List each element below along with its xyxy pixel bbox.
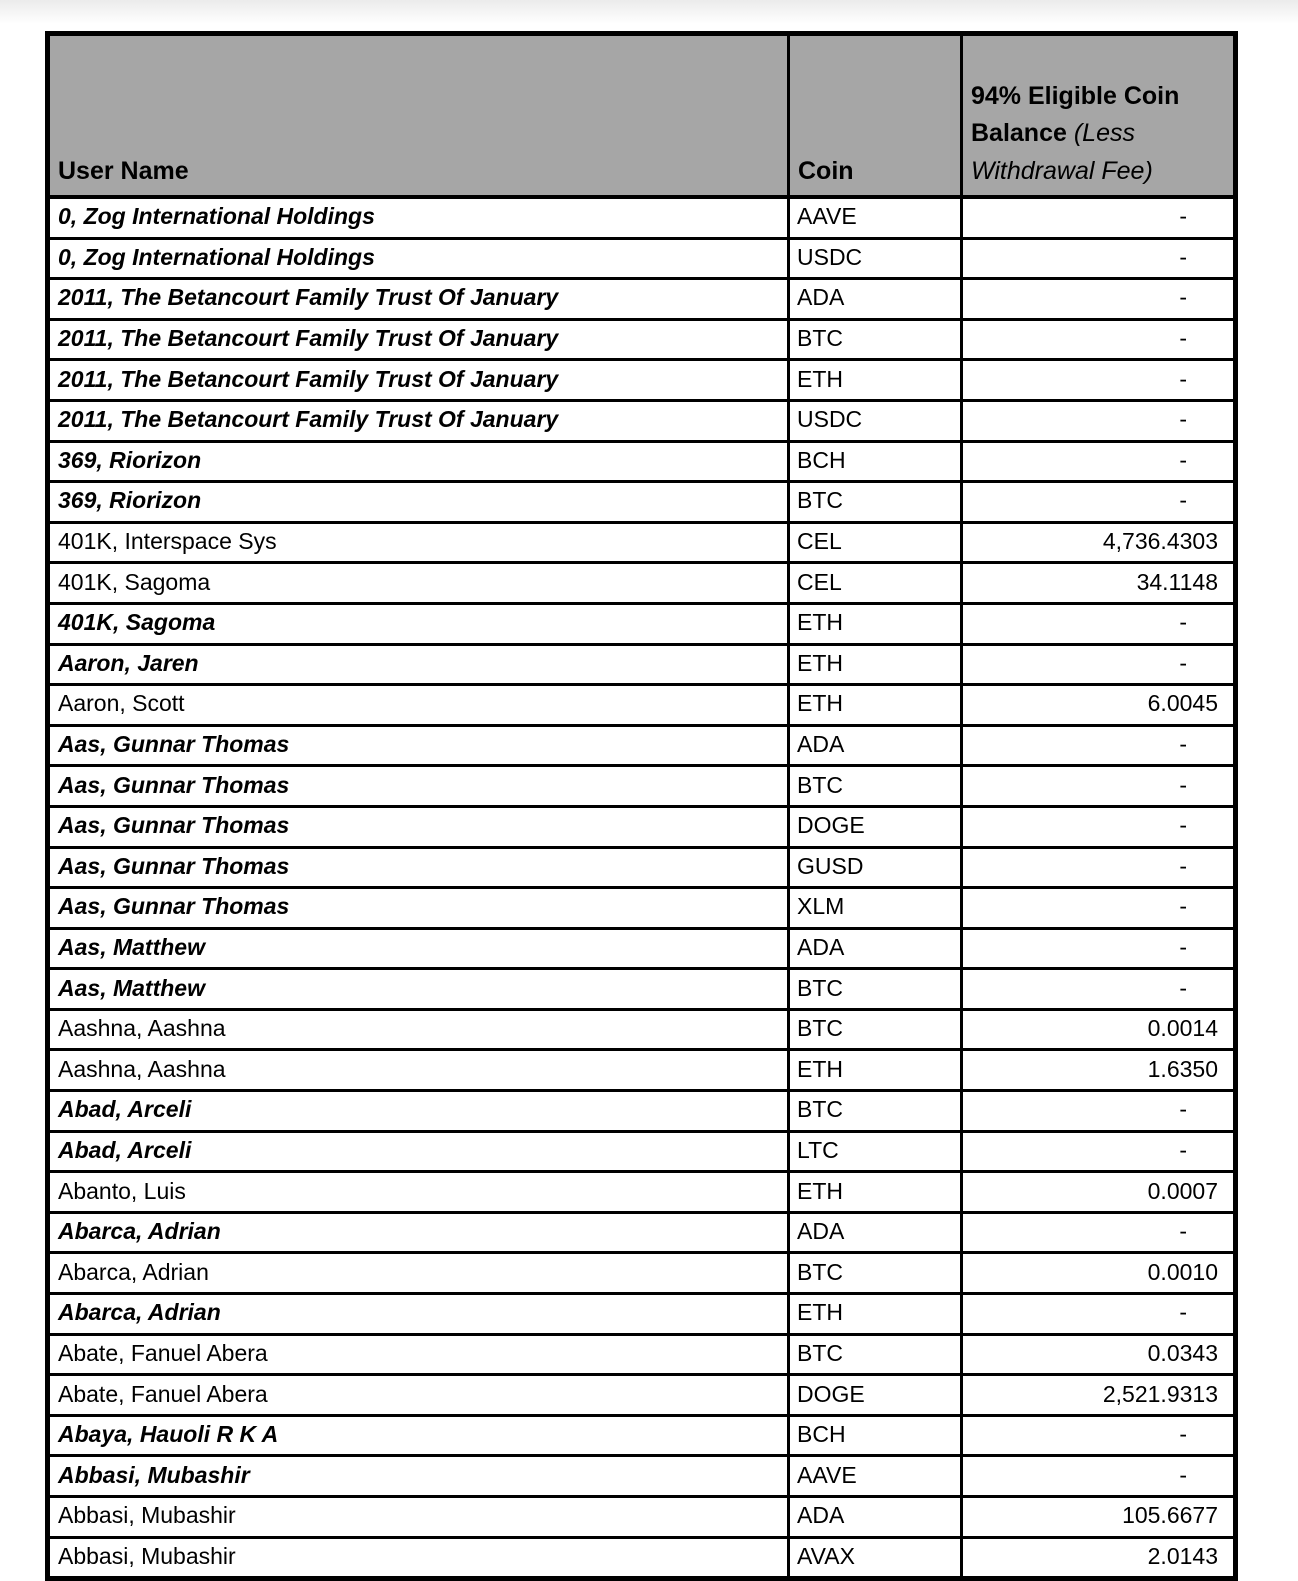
user-name-cell: Aashna, Aashna (48, 1009, 789, 1050)
user-name-cell: 0, Zog International Holdings (48, 197, 789, 238)
balance-cell: - (962, 1091, 1236, 1132)
user-name-cell: Abarca, Adrian (48, 1294, 789, 1335)
coin-cell: BTC (789, 1009, 962, 1050)
user-name-cell: Aas, Gunnar Thomas (48, 806, 789, 847)
table-row (48, 1212, 1236, 1253)
balance-cell: 2.0143 (962, 1537, 1236, 1579)
balance-cell: - (962, 1294, 1236, 1335)
balance-cell: 0.0007 (962, 1172, 1236, 1213)
user-name-cell: Aas, Gunnar Thomas (48, 766, 789, 807)
balance-header-note: (Less Withdrawal Fee) (971, 119, 1153, 185)
balance-cell: - (962, 238, 1236, 279)
balance-cell: - (962, 806, 1236, 847)
balance-cell: 2,521.9313 (962, 1375, 1236, 1416)
balance-cell: - (962, 603, 1236, 644)
balance-cell: - (962, 969, 1236, 1010)
table-row (48, 806, 1236, 847)
table-row (48, 482, 1236, 523)
table-row (48, 1375, 1236, 1416)
table-row (48, 1050, 1236, 1091)
table-row (48, 1537, 1236, 1579)
user-name-cell: Abate, Fanuel Abera (48, 1375, 789, 1416)
coin-cell: BTC (789, 319, 962, 360)
user-name-cell: 369, Riorizon (48, 482, 789, 523)
user-name-cell: 2011, The Betancourt Family Trust Of January (48, 279, 789, 320)
balance-cell: - (962, 1131, 1236, 1172)
user-name-cell: Abbasi, Mubashir (48, 1456, 789, 1497)
table-row (48, 928, 1236, 969)
balance-cell: 0.0014 (962, 1009, 1236, 1050)
table-row (48, 685, 1236, 726)
user-name-cell: Aas, Matthew (48, 969, 789, 1010)
coin-cell: XLM (789, 888, 962, 929)
user-name-cell: Aaron, Jaren (48, 644, 789, 685)
coin-cell: BTC (789, 766, 962, 807)
balance-cell: - (962, 400, 1236, 441)
table-row (48, 400, 1236, 441)
coin-cell: ADA (789, 279, 962, 320)
table-row (48, 1172, 1236, 1213)
balance-cell: - (962, 279, 1236, 320)
coin-cell: ETH (789, 360, 962, 401)
coin-cell: AAVE (789, 197, 962, 238)
table-row (48, 969, 1236, 1010)
user-name-cell: Aas, Gunnar Thomas (48, 847, 789, 888)
balance-cell: - (962, 1212, 1236, 1253)
user-name-cell: 401K, Sagoma (48, 603, 789, 644)
table-row (48, 1253, 1236, 1294)
user-name-cell: Abaya, Hauoli R K A (48, 1415, 789, 1456)
table-row (48, 360, 1236, 401)
coin-cell: CEL (789, 522, 962, 563)
balance-cell: - (962, 441, 1236, 482)
coin-cell: DOGE (789, 806, 962, 847)
user-name-cell: 369, Riorizon (48, 441, 789, 482)
coin-cell: BTC (789, 1091, 962, 1132)
balance-cell: 6.0045 (962, 685, 1236, 726)
user-name-cell: Abarca, Adrian (48, 1212, 789, 1253)
col-header-coin: Coin (789, 34, 962, 198)
table-row (48, 441, 1236, 482)
table-header (48, 34, 1236, 198)
table-row (48, 279, 1236, 320)
balance-cell: 0.0010 (962, 1253, 1236, 1294)
table-row (48, 1334, 1236, 1375)
coin-cell: ETH (789, 644, 962, 685)
coin-cell: BTC (789, 482, 962, 523)
table-row (48, 319, 1236, 360)
user-name-cell: Aas, Matthew (48, 928, 789, 969)
table-row (48, 1131, 1236, 1172)
table-row (48, 766, 1236, 807)
coin-cell: AVAX (789, 1537, 962, 1579)
coin-cell: ADA (789, 725, 962, 766)
balance-cell: - (962, 360, 1236, 401)
table-row (48, 522, 1236, 563)
balance-cell: - (962, 1456, 1236, 1497)
coin-cell: ETH (789, 1050, 962, 1091)
balance-cell: 4,736.4303 (962, 522, 1236, 563)
coin-cell: ADA (789, 1497, 962, 1538)
balance-cell: - (962, 644, 1236, 685)
user-name-cell: Abad, Arceli (48, 1131, 789, 1172)
coin-cell: AAVE (789, 1456, 962, 1497)
table-row (48, 1091, 1236, 1132)
table-row (48, 725, 1236, 766)
balance-cell: - (962, 928, 1236, 969)
balance-cell: - (962, 482, 1236, 523)
balance-cell: 0.0343 (962, 1334, 1236, 1375)
table-row (48, 1456, 1236, 1497)
coin-cell: GUSD (789, 847, 962, 888)
coin-cell: BTC (789, 969, 962, 1010)
balance-cell: - (962, 1415, 1236, 1456)
table-row (48, 603, 1236, 644)
user-name-cell: Abate, Fanuel Abera (48, 1334, 789, 1375)
table-row (48, 1009, 1236, 1050)
page-top-shadow (0, 0, 1298, 24)
table-row (48, 1294, 1236, 1335)
coin-cell: USDC (789, 238, 962, 279)
balance-header-title: 94% Eligible Coin Balance (971, 81, 1180, 147)
coin-cell: DOGE (789, 1375, 962, 1416)
coin-cell: ADA (789, 1212, 962, 1253)
coin-cell: CEL (789, 563, 962, 604)
coin-cell: BTC (789, 1334, 962, 1375)
user-name-cell: 401K, Sagoma (48, 563, 789, 604)
coin-cell: ETH (789, 1294, 962, 1335)
table-row (48, 197, 1236, 238)
coin-cell: BCH (789, 1415, 962, 1456)
balance-cell: 34.1148 (962, 563, 1236, 604)
balance-cell: 1.6350 (962, 1050, 1236, 1091)
table-row (48, 1415, 1236, 1456)
coin-cell: USDC (789, 400, 962, 441)
table-row (48, 238, 1236, 279)
user-name-cell: 2011, The Betancourt Family Trust Of January (48, 360, 789, 401)
table-body (48, 197, 1236, 1579)
user-name-cell: Abbasi, Mubashir (48, 1537, 789, 1579)
balance-cell: 105.6677 (962, 1497, 1236, 1538)
user-name-cell: Abbasi, Mubashir (48, 1497, 789, 1538)
balance-cell: - (962, 319, 1236, 360)
table-row (48, 888, 1236, 929)
coin-cell: BCH (789, 441, 962, 482)
coin-balances-table (45, 31, 1238, 1581)
coin-cell: ETH (789, 603, 962, 644)
header-row (48, 34, 1236, 198)
user-name-cell: 2011, The Betancourt Family Trust Of January (48, 319, 789, 360)
user-name-cell: 401K, Interspace Sys (48, 522, 789, 563)
balance-cell: - (962, 197, 1236, 238)
balance-cell: - (962, 847, 1236, 888)
table-row (48, 563, 1236, 604)
user-name-cell: Aas, Gunnar Thomas (48, 725, 789, 766)
coin-cell: ADA (789, 928, 962, 969)
user-name-cell: Aas, Gunnar Thomas (48, 888, 789, 929)
coin-cell: ETH (789, 1172, 962, 1213)
table-row (48, 847, 1236, 888)
table-row (48, 644, 1236, 685)
user-name-cell: Abanto, Luis (48, 1172, 789, 1213)
user-name-cell: Abarca, Adrian (48, 1253, 789, 1294)
col-header-user-name: User Name (48, 34, 789, 198)
coin-cell: BTC (789, 1253, 962, 1294)
coin-cell: ETH (789, 685, 962, 726)
user-name-cell: Abad, Arceli (48, 1091, 789, 1132)
balance-cell: - (962, 888, 1236, 929)
user-name-cell: 2011, The Betancourt Family Trust Of January (48, 400, 789, 441)
user-name-cell: Aaron, Scott (48, 685, 789, 726)
col-header-balance (962, 34, 1236, 198)
user-name-cell: Aashna, Aashna (48, 1050, 789, 1091)
balance-cell: - (962, 725, 1236, 766)
coin-cell: LTC (789, 1131, 962, 1172)
balance-cell: - (962, 766, 1236, 807)
table-row (48, 1497, 1236, 1538)
user-name-cell: 0, Zog International Holdings (48, 238, 789, 279)
